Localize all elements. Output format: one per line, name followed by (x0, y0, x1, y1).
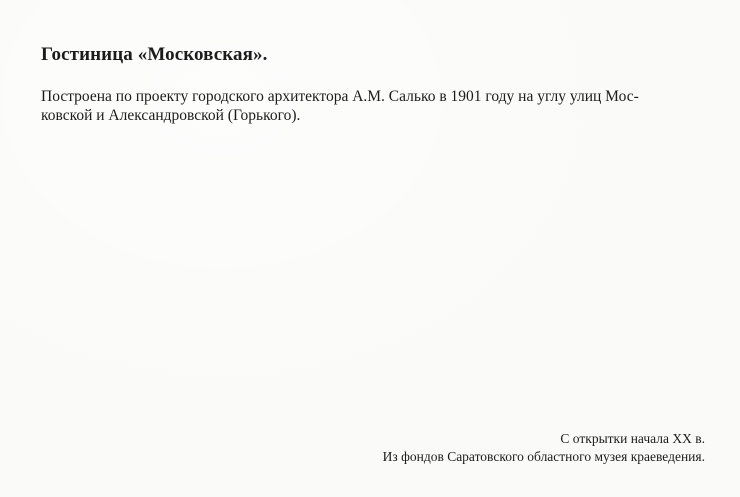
caption-description-line-2: ковской и Александровской (Горького). (41, 106, 301, 124)
credits-source: С открытки начала XX в. (560, 431, 705, 446)
caption-description (41, 88, 701, 125)
caption-description-line-1: Построена по проекту городского архитектора А.М. Салько в 1901 году на углу улиц Мос- (41, 88, 639, 105)
caption-title: Гостиница «Московская». (41, 44, 268, 65)
credits-collection: Из фондов Саратовского областного музея краеведения. (382, 449, 705, 464)
credits-block (383, 430, 705, 466)
